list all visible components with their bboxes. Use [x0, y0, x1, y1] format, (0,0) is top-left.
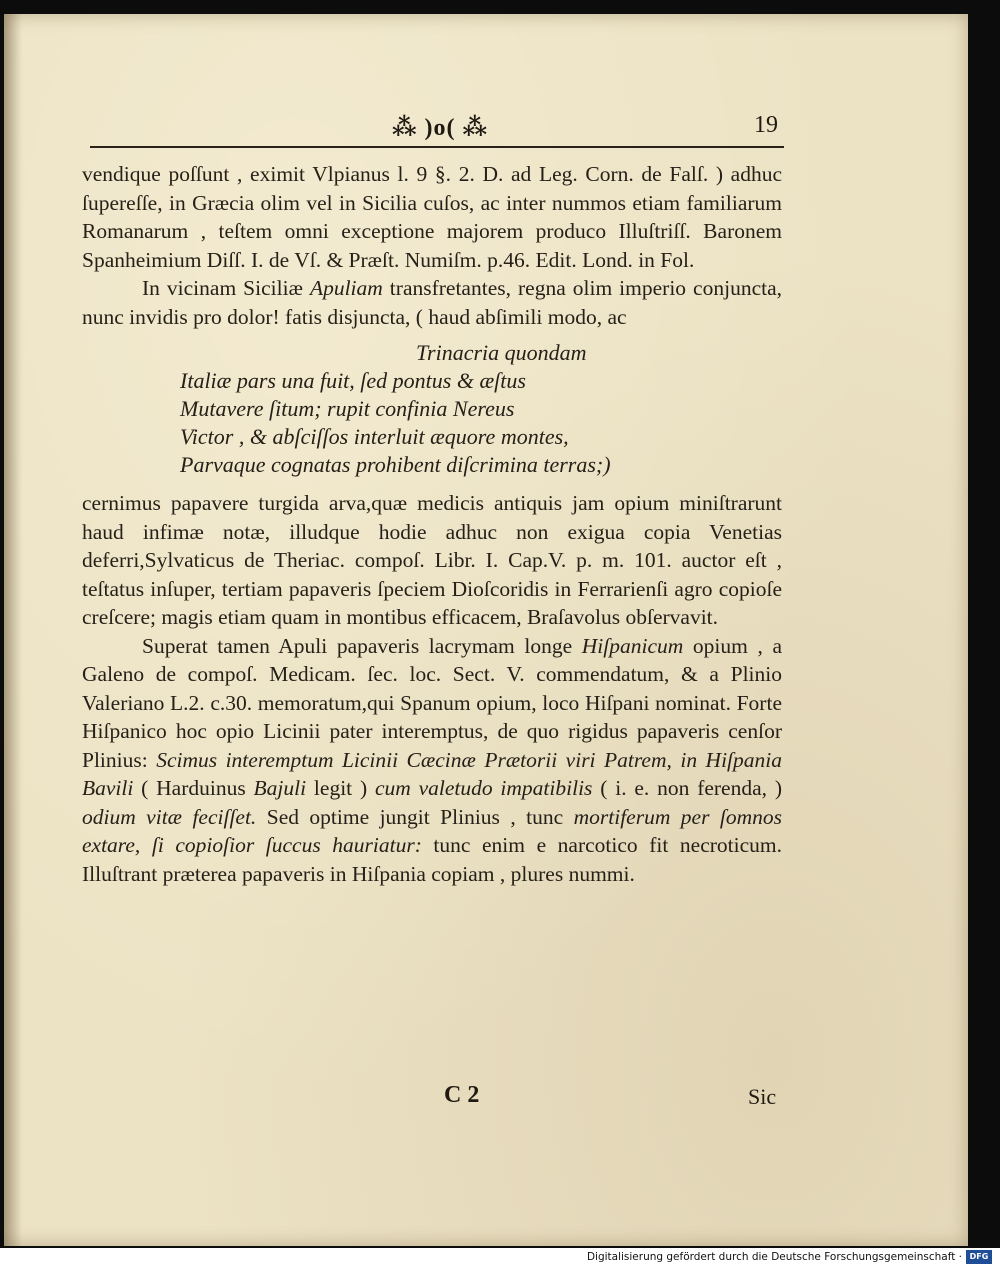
paragraph-1: vendique poſſunt , eximit Vlpianus l. 9 §. 2. D. ad Leg. Corn. de Falſ. ) adhuc ſupereſſe, in Græcia olim vel in Sicilia cuſos, ac inter nummos etiam familiarum Romanarum , teſtem omni exceptione majorem produco Illuſtriſſ. Baronem Spanheimium Diſſ. I. de Vſ. & Præſt. Numiſm. p.46. Edit. Lond. in Fol.: [82, 162, 782, 272]
verse-line: Mutavere ſitum; rupit confinia Nereus: [180, 396, 515, 421]
body-text: [82, 160, 782, 888]
running-header: [90, 106, 784, 150]
page-number: 19: [754, 112, 778, 138]
verse-quotation: [180, 339, 782, 479]
verse-line: Trinacria quondam: [416, 340, 587, 365]
verse-line: Victor , & abſciſſos interluit æquore montes,: [180, 424, 569, 449]
verse-line: Italiæ pars una fuit, ſed pontus & æſtus: [180, 368, 526, 393]
dfg-logo-icon: DFG: [966, 1250, 992, 1264]
header-ornament: ⁂ )o( ⁂: [391, 115, 489, 141]
verse-line: Parvaque cognatas prohibent diſcrimina terras;): [180, 452, 611, 477]
book-page: [4, 14, 968, 1246]
header-rule: [90, 146, 784, 148]
page-binding-shadow: [4, 14, 22, 1246]
paragraph-3: cernimus papavere turgida arva,quæ medicis antiquis jam opium miniſtrarunt haud infimæ notæ, illudque hodie adhuc non exigua copia Venetias deferri,Sylvaticus de Theriac. compoſ. Libr. I. Cap.V. p. m. 101. auctor eſt , teſtatus inſuper, tertiam papaveris ſpeciem Dioſcoridis in Ferrarienſi agro copioſe creſcere; magis etiam quam in montibus efficacem, Braſavolus obſervavit.: [82, 491, 782, 629]
paragraph-2: In vicinam Siciliæ Apuliam transfretantes, regna olim imperio conjuncta, nunc invidis pro dolor! fatis disjuncta, ( haud abſimili modo, ac: [82, 276, 783, 329]
paragraph-4: Superat tamen Apuli papaveris lacrymam longe Hiſpanicum opium , a Galeno de compoſ. Medicam. ſec. loc. Sect. V. commendatum, & a Plinio Valeriano L.2. c.30. memoratum,qui Spanum opium, loco Hiſpani nominat. Forte Hiſpanico hoc opio Licinii pater interemptus, de quo rigidus papaveris cenſor Plinius: Scimus interemptum Licinii Cæcinæ Prætorii viri Patrem, in Hiſpania Bavili ( Harduinus Bajuli legit ) cum valetudo impatibilis ( i. e. non ferenda, ) odium vitæ feciſſet. Sed optime jungit Plinius , tunc mortiferum per ſomnos extare, ſi copioſior ſuccus hauriatur: tunc enim e narcotico fit necroticum. Illuſtrant præterea papaveris in Hiſpania copiam , plures nummi.: [82, 633, 783, 886]
credit-strip: [0, 1248, 1000, 1268]
signature-mark: C 2: [444, 1082, 480, 1108]
funding-credit: Digitalisierung gefördert durch die Deutsche Forschungsgemeinschaft ·: [586, 1251, 962, 1263]
catchword: Sic: [748, 1084, 777, 1109]
